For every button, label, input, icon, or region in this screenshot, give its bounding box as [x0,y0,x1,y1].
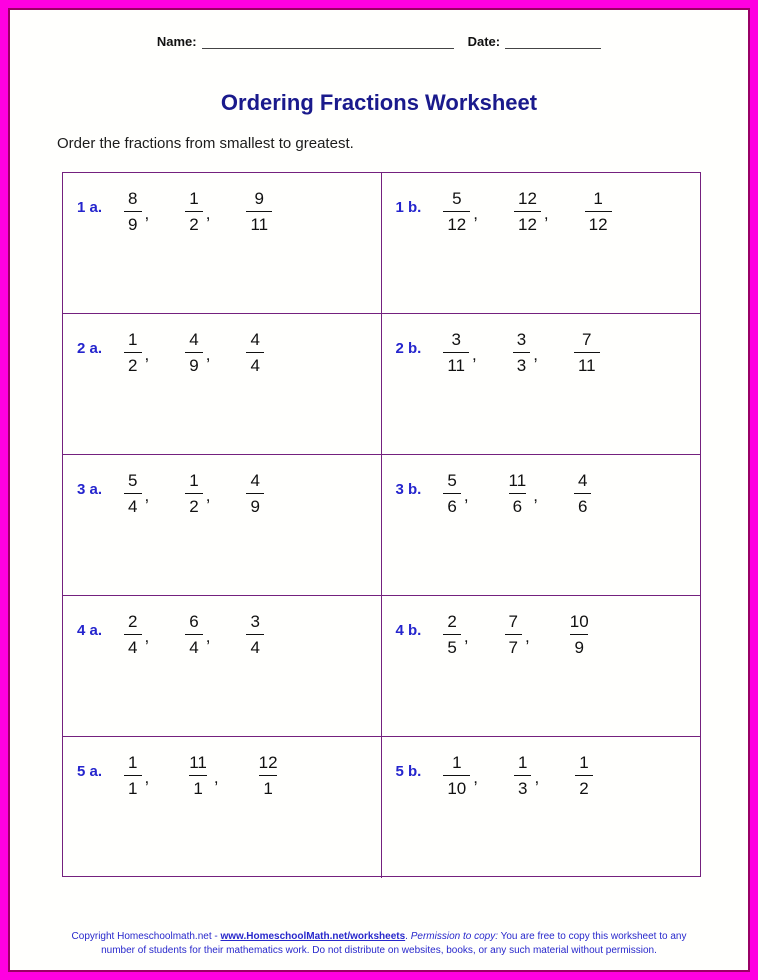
comma-separator: , [144,768,150,787]
fraction [513,331,530,374]
fraction-group [124,331,264,374]
instruction-text: Order the fractions from smallest to greatest. [57,135,354,152]
fraction [585,190,612,233]
problem-label: 5 b. [395,763,422,780]
fraction-item [185,754,218,797]
denominator: 9 [185,352,202,374]
problem-cell [382,173,701,314]
numerator: 1 [518,753,528,772]
comma-separator: , [472,345,477,364]
fraction-item [575,754,592,797]
fraction [255,754,282,797]
fraction-item [246,190,272,233]
denominator: 1 [124,775,141,797]
denominator: 1 [189,775,206,797]
fraction-item [443,331,476,374]
numerator: 5 [447,471,457,490]
fraction-item [513,331,538,374]
fraction [124,331,141,374]
footer-dot: . [405,931,411,942]
fraction [185,331,202,374]
fraction-item [185,331,210,374]
denominator: 2 [185,211,202,233]
numerator: 5 [128,471,138,490]
fraction-item [124,472,149,515]
fraction-item [574,331,600,374]
denominator: 3 [514,775,531,797]
denominator: 4 [246,634,263,656]
numerator: 12 [258,753,278,772]
page-inner-border [8,8,750,972]
comma-separator: , [533,486,538,505]
fraction-group [124,472,264,515]
denominator: 4 [124,634,141,656]
fraction-item [514,190,549,233]
footer-copyright-text: Copyright Homeschoolmath.net - [71,931,221,942]
numerator: 4 [577,471,588,490]
problem-label: 1 b. [395,199,422,216]
fraction [185,472,202,515]
fraction [514,190,541,233]
fraction-group [443,613,592,656]
fraction-item [185,190,210,233]
problem-cell [382,596,701,737]
fraction [575,754,592,797]
denominator: 2 [185,493,202,515]
fraction [574,331,600,374]
numerator: 1 [189,471,199,490]
fraction-item [505,613,530,656]
fraction-item [124,613,149,656]
denominator: 4 [185,634,202,656]
numerator: 1 [128,330,138,349]
numerator: 1 [593,189,603,208]
fraction [505,613,522,656]
problem-label: 4 a. [77,622,103,639]
numerator: 1 [452,753,462,772]
numerator: 4 [250,330,260,349]
numerator: 3 [250,612,260,631]
fraction-group [124,754,282,797]
comma-separator: , [463,627,469,646]
fraction [443,331,469,374]
numerator: 3 [451,330,461,349]
problem-label: 3 a. [77,481,103,498]
problem-cell [382,455,701,596]
fraction-item [255,754,282,797]
comma-separator: , [144,345,150,364]
numerator: 2 [128,612,138,631]
date-blank-line [505,35,601,49]
numerator: 11 [508,471,527,490]
fraction-item [124,754,149,797]
denominator: 5 [443,634,460,656]
denominator: 12 [514,211,541,233]
fraction-item [574,472,591,515]
footer-line2: number of students for their mathematics work. Do not distribute on websites, books, or any such material without permission. [101,944,657,956]
fraction-item [185,613,210,656]
problem-cell [63,596,382,737]
numerator: 1 [189,189,199,208]
problem-cell [382,314,701,455]
fraction-item [566,613,593,656]
comma-separator: , [473,768,478,787]
fraction [185,190,202,233]
footer [10,930,748,957]
fraction-item [124,331,149,374]
comma-separator: , [205,627,211,646]
numerator: 2 [447,612,457,631]
problem-label: 2 a. [77,340,103,357]
fraction-item [246,472,263,515]
fraction [246,613,263,656]
denominator: 6 [574,493,591,515]
denominator: 11 [246,211,272,233]
fraction [443,472,460,515]
name-label: Name: [156,34,197,49]
name-blank-line [202,35,454,49]
numerator: 4 [250,471,260,490]
problem-cell [63,737,382,878]
fraction [443,613,460,656]
fraction-item [246,331,263,374]
fraction [124,190,141,233]
fraction-item [443,754,478,797]
problem-label: 4 b. [395,622,422,639]
fraction [124,754,141,797]
numerator: 9 [254,189,264,208]
comma-separator: , [473,204,478,223]
problem-cell [63,455,382,596]
fraction-item [443,613,468,656]
fraction [185,754,211,797]
name-date-row [10,34,748,49]
numerator: 3 [516,330,527,349]
denominator: 9 [246,493,263,515]
denominator: 2 [575,775,592,797]
fraction [443,190,470,233]
denominator: 6 [509,493,526,515]
denominator: 11 [574,352,600,374]
fraction-item [443,190,478,233]
fraction [443,754,470,797]
problem-cell [382,737,701,878]
comma-separator: , [525,627,530,646]
numerator: 1 [579,753,589,772]
comma-separator: , [205,204,211,223]
comma-separator: , [543,204,549,223]
fraction [514,754,531,797]
denominator: 11 [443,352,469,374]
comma-separator: , [144,486,150,505]
fraction [124,472,141,515]
comma-separator: , [533,345,538,364]
denominator: 4 [246,352,263,374]
fraction [574,472,591,515]
denominator: 2 [124,352,141,374]
fraction [246,331,263,374]
denominator: 9 [570,634,587,656]
fraction [566,613,593,656]
denominator: 1 [259,775,276,797]
numerator: 7 [508,612,519,631]
problem-label: 5 a. [77,763,103,780]
numerator: 4 [189,330,199,349]
comma-separator: , [205,345,211,364]
fraction-item [514,754,539,797]
numerator: 6 [189,612,199,631]
numerator: 11 [189,753,207,772]
denominator: 12 [443,211,470,233]
numerator: 5 [452,189,462,208]
problem-cell [63,314,382,455]
problem-label: 2 b. [395,340,422,357]
date-label: Date: [467,34,501,49]
denominator: 7 [505,634,522,656]
denominator: 9 [124,211,141,233]
fraction-item [443,472,468,515]
footer-permission-label: Permission to copy: [410,931,498,942]
denominator: 3 [513,352,530,374]
fraction-group [124,613,264,656]
page-title: Ordering Fractions Worksheet [220,90,538,115]
fraction-group [443,472,591,515]
fraction [246,472,263,515]
numerator: 12 [518,189,537,208]
fraction-item [185,472,210,515]
fraction-group [443,190,611,233]
comma-separator: , [205,486,211,505]
numerator: 10 [569,612,589,631]
denominator: 10 [443,775,470,797]
problem-label: 3 b. [395,481,422,498]
fraction [246,190,272,233]
numerator: 8 [128,189,138,208]
comma-separator: , [144,204,150,223]
footer-permission-text: You are free to copy this worksheet to any [498,931,687,942]
problem-cell [63,173,382,314]
numerator: 1 [128,753,138,772]
footer-line1 [10,930,748,944]
fraction-item [585,190,612,233]
fraction-item [246,613,263,656]
comma-separator: , [534,768,540,787]
fraction [505,472,531,515]
fraction-group [124,190,272,233]
comma-separator: , [463,486,469,505]
worksheets-link[interactable]: www.HomeschoolMath.net/worksheets [220,931,406,942]
problems-grid [62,172,701,877]
fraction-group [443,331,599,374]
problem-label: 1 a. [77,199,103,216]
denominator: 4 [124,493,141,515]
comma-separator: , [144,627,150,646]
fraction [124,613,141,656]
denominator: 6 [443,493,460,515]
fraction-item [124,190,149,233]
fraction-item [505,472,538,515]
comma-separator: , [213,768,219,787]
fraction [185,613,202,656]
fraction-group [443,754,592,797]
denominator: 12 [585,211,612,233]
numerator: 7 [582,330,592,349]
